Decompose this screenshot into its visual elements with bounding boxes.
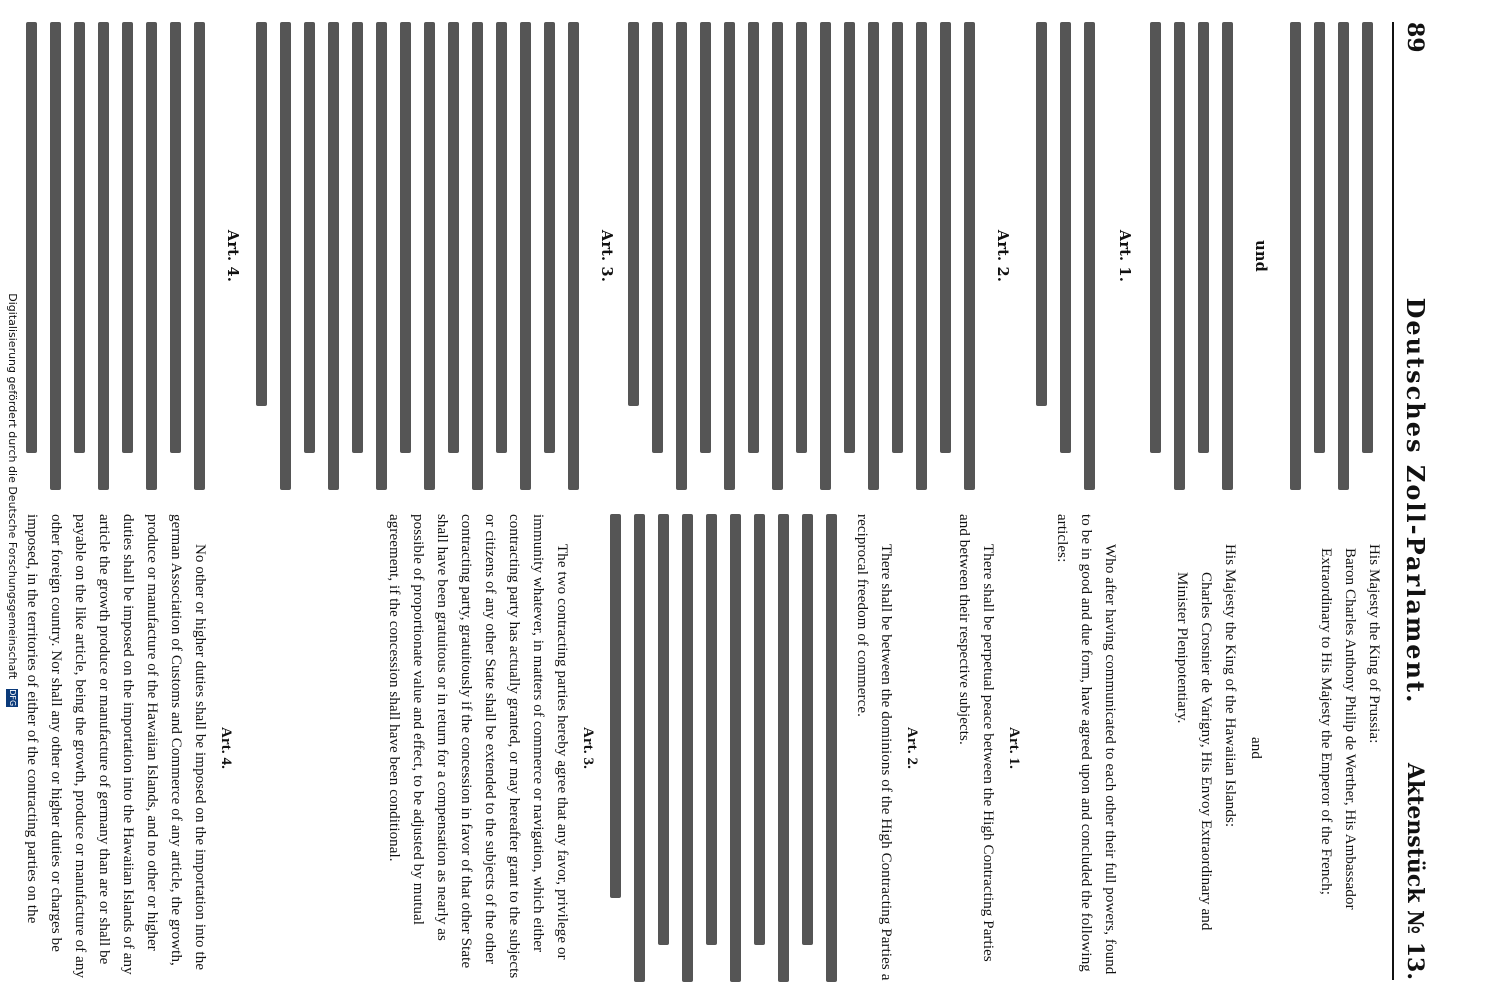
german-and: und — [1252, 240, 1269, 272]
german-art-4-title: Art. 4. — [224, 229, 241, 283]
page-number: 89 — [1402, 22, 1428, 53]
digitization-footer — [6, 0, 19, 1000]
english-parties-2 — [1170, 514, 1242, 982]
english-and: and — [1248, 737, 1264, 759]
german-text-block — [628, 22, 988, 490]
english-party-1-line-2: Baron Charles Anthony Philip de Werther, His Ambassador Extraordinary to His Majesty the Emperor of the French; — [1318, 548, 1358, 910]
footer-text: Digitalisierung gefördert durch die Deutsche Forschungsgemeinschaft — [6, 293, 19, 680]
german-text-block — [1290, 22, 1386, 490]
document-reference: Aktenstück № 13. — [1402, 762, 1428, 980]
german-text-block — [256, 22, 592, 490]
german-art-1-title: Art. 1. — [1116, 229, 1133, 283]
document-title: Deutsches Zoll-Parlament. — [1401, 297, 1430, 705]
english-art-4-title: Art. 4. — [218, 727, 234, 769]
english-art-1-text: There shall be perpetual peace between the High Contracting Parties and between their respective subjects. — [956, 514, 996, 962]
english-column — [16, 514, 1386, 982]
german-art-2-title: Art. 2. — [994, 229, 1011, 283]
german-text-block — [1036, 22, 1108, 490]
german-text-block — [26, 22, 218, 490]
english-preamble: Who after having communicated to each other their full powers, found to be in good and due form, have agreed upon and concluded the following articles: — [1054, 514, 1118, 975]
german-art-3-title: Art. 3. — [598, 229, 615, 283]
page-header — [1392, 22, 1434, 980]
dfg-logo: DFG — [8, 689, 17, 707]
english-art-1-title: Art. 1. — [1006, 727, 1022, 769]
english-art-2-text: There shall be between the dominions of the High Contracting Parties a reciprocal freedom of commerce. — [854, 514, 894, 981]
english-party-2-line-1: His Majesty the King of the Hawaiian Islands: — [1222, 544, 1238, 828]
english-text-block — [610, 514, 850, 982]
english-party-1-line-1: His Majesty the King of Prussia: — [1366, 544, 1382, 744]
english-parties-1 — [1314, 514, 1386, 982]
german-text-block — [1150, 22, 1246, 490]
english-art-2-title: Art. 2. — [904, 727, 920, 769]
english-art-3-title: Art. 3. — [580, 727, 596, 769]
english-art-4-text: No other or higher duties shall be imposed on the importation into the german Association of Customs and Commerce of any article, the growth, produce or manufacture of the Hawaiian Islands, and no other or higher duties shall be imposed on the importation into the Hawaiian Islands of any article the growth produce or manufacture of germany than are or shall be payable on the like article, being the growth, produce or manufacture of any other foreign country. Nor shall any other or higher duties or charges be imposed, in the territories of either of the contracting parties on the — [24, 514, 208, 979]
english-art-3-text: The two contracting parties hereby agree that any favor, privilege or immunity whatever, in matters of commerce or navigation, which either contracting party has actually granted, or may hereafter grant to the subjects or citizens of any other State shall be extended to the subjects of the other contracting party, gratuitously if the concession in favor of that other State shall have been gratuitous or in return for a compensation as nearly as possible of proportionate value and effect, to be adjusted by mutual agreement, if the concession shall have been conditional. — [386, 514, 570, 979]
english-party-2-line-2: Charles Crosnier de Varigny, His Envoy Extraordinary and Minister Plenipotentiary. — [1174, 572, 1214, 931]
german-column — [16, 22, 1386, 490]
